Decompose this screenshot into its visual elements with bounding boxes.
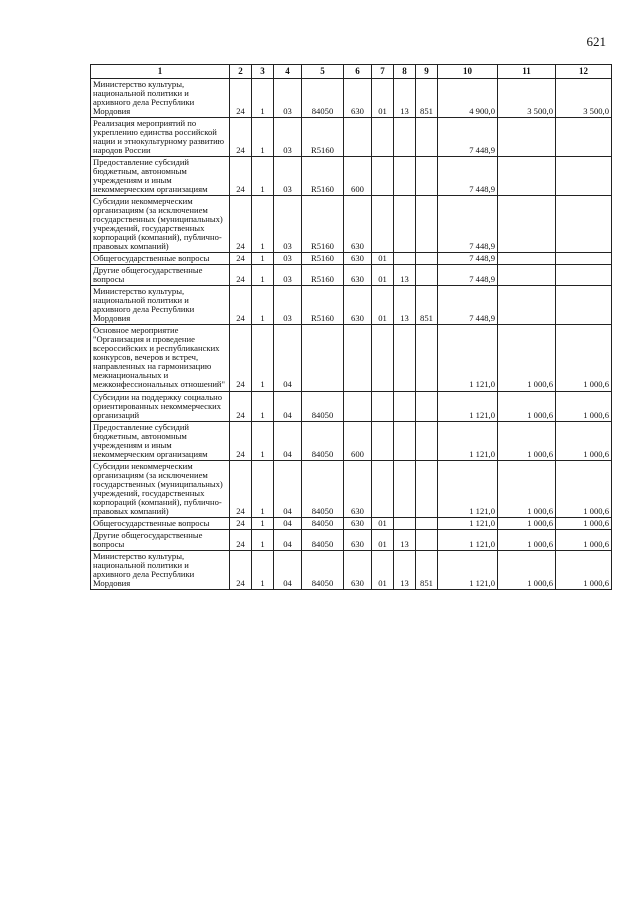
cell: 01 <box>372 517 394 529</box>
cell: 600 <box>344 157 372 196</box>
cell: R5160 <box>302 157 344 196</box>
cell: 24 <box>230 391 252 421</box>
cell: 84050 <box>302 79 344 118</box>
item-name: Субсидии на поддержку социально ориентированных некоммерческих организаций <box>91 391 230 421</box>
table-row <box>91 118 612 157</box>
cell: 24 <box>230 550 252 589</box>
item-name: Предоставление субсидий бюджетным, автономным учреждениям и иным некоммерческим организациям <box>91 157 230 196</box>
cell: 04 <box>274 460 302 517</box>
column-header: 3 <box>252 65 274 79</box>
cell: 01 <box>372 253 394 265</box>
column-header: 6 <box>344 65 372 79</box>
amount-cell: 1 000,6 <box>498 421 556 460</box>
item-name: Реализация мероприятий по укреплению единства российской нации и этнокультурному развитию народов России <box>91 118 230 157</box>
cell: 630 <box>344 253 372 265</box>
item-name: Общегосударственные вопросы <box>91 517 230 529</box>
cell <box>344 391 372 421</box>
cell: 630 <box>344 196 372 253</box>
column-header: 5 <box>302 65 344 79</box>
cell: 01 <box>372 79 394 118</box>
cell: 04 <box>274 550 302 589</box>
table-row <box>91 157 612 196</box>
amount-cell: 7 448,9 <box>438 286 498 325</box>
amount-cell: 1 121,0 <box>438 460 498 517</box>
cell <box>394 325 416 391</box>
cell: 03 <box>274 196 302 253</box>
cell: 1 <box>252 517 274 529</box>
amount-cell: 7 448,9 <box>438 157 498 196</box>
item-name: Основное мероприятие "Организация и проведение всероссийских и республиканских конкурсов, вечеров и встреч, направленных на гармонизацию межнациональных и межконфессиональных отношений" <box>91 325 230 391</box>
table-row <box>91 286 612 325</box>
cell: 03 <box>274 265 302 286</box>
cell <box>416 529 438 550</box>
column-header: 4 <box>274 65 302 79</box>
cell: 630 <box>344 286 372 325</box>
page-number: 621 <box>586 34 606 49</box>
cell: 13 <box>394 265 416 286</box>
cell: 84050 <box>302 550 344 589</box>
cell: 630 <box>344 460 372 517</box>
table-row <box>91 460 612 517</box>
amount-cell: 1 000,6 <box>556 391 612 421</box>
cell: 84050 <box>302 460 344 517</box>
item-name: Общегосударственные вопросы <box>91 253 230 265</box>
amount-cell: 1 000,6 <box>498 517 556 529</box>
header-row <box>91 65 612 79</box>
cell: 24 <box>230 529 252 550</box>
cell: 600 <box>344 421 372 460</box>
cell: 1 <box>252 196 274 253</box>
cell: 24 <box>230 265 252 286</box>
cell: 1 <box>252 550 274 589</box>
cell <box>302 325 344 391</box>
cell: 1 <box>252 460 274 517</box>
cell: 630 <box>344 550 372 589</box>
cell <box>416 391 438 421</box>
cell <box>416 325 438 391</box>
cell: 13 <box>394 529 416 550</box>
amount-cell: 3 500,0 <box>556 79 612 118</box>
cell: 24 <box>230 196 252 253</box>
cell: 24 <box>230 157 252 196</box>
amount-cell: 1 000,6 <box>556 460 612 517</box>
table-row <box>91 79 612 118</box>
cell <box>394 196 416 253</box>
cell: R5160 <box>302 265 344 286</box>
cell: 1 <box>252 157 274 196</box>
cell <box>394 157 416 196</box>
cell: 1 <box>252 118 274 157</box>
table-row <box>91 517 612 529</box>
cell: 03 <box>274 286 302 325</box>
amount-cell <box>556 265 612 286</box>
amount-cell <box>498 196 556 253</box>
item-name: Другие общегосударственные вопросы <box>91 529 230 550</box>
cell <box>416 157 438 196</box>
amount-cell <box>498 157 556 196</box>
cell: 851 <box>416 79 438 118</box>
amount-cell: 1 000,6 <box>498 391 556 421</box>
cell: 24 <box>230 79 252 118</box>
cell: 1 <box>252 286 274 325</box>
cell <box>416 253 438 265</box>
amount-cell: 1 000,6 <box>556 421 612 460</box>
cell <box>416 265 438 286</box>
cell: 1 <box>252 325 274 391</box>
column-header: 9 <box>416 65 438 79</box>
cell <box>416 196 438 253</box>
item-name: Другие общегосударственные вопросы <box>91 265 230 286</box>
cell: 03 <box>274 253 302 265</box>
table-row <box>91 253 612 265</box>
amount-cell <box>556 118 612 157</box>
amount-cell: 1 000,6 <box>556 517 612 529</box>
amount-cell: 7 448,9 <box>438 265 498 286</box>
cell <box>394 460 416 517</box>
cell <box>416 421 438 460</box>
amount-cell: 7 448,9 <box>438 196 498 253</box>
cell: 630 <box>344 517 372 529</box>
cell: 04 <box>274 391 302 421</box>
item-name: Субсидии некоммерческим организациям (за исключением государственных (муниципальных) учреждений, государственных корпораций (компаний), публично-правовых компаний) <box>91 196 230 253</box>
cell <box>372 391 394 421</box>
cell <box>394 421 416 460</box>
cell: 84050 <box>302 391 344 421</box>
cell: 1 <box>252 529 274 550</box>
table-row <box>91 391 612 421</box>
amount-cell: 1 121,0 <box>438 391 498 421</box>
cell <box>394 517 416 529</box>
cell: 84050 <box>302 529 344 550</box>
cell: 1 <box>252 421 274 460</box>
cell <box>416 517 438 529</box>
cell <box>344 118 372 157</box>
cell: 1 <box>252 391 274 421</box>
cell <box>372 196 394 253</box>
amount-cell <box>556 253 612 265</box>
cell: 1 <box>252 265 274 286</box>
cell: 03 <box>274 79 302 118</box>
amount-cell: 4 900,0 <box>438 79 498 118</box>
amount-cell <box>498 286 556 325</box>
amount-cell: 1 121,0 <box>438 517 498 529</box>
table-row <box>91 421 612 460</box>
item-name: Предоставление субсидий бюджетным, автономным учреждениям и иным некоммерческим организациям <box>91 421 230 460</box>
cell: 630 <box>344 529 372 550</box>
cell: 03 <box>274 118 302 157</box>
cell: R5160 <box>302 196 344 253</box>
amount-cell: 1 000,6 <box>498 325 556 391</box>
cell: 13 <box>394 79 416 118</box>
cell: 24 <box>230 118 252 157</box>
cell: 04 <box>274 325 302 391</box>
cell: R5160 <box>302 253 344 265</box>
cell: 24 <box>230 421 252 460</box>
cell <box>394 253 416 265</box>
amount-cell: 1 000,6 <box>498 529 556 550</box>
amount-cell <box>556 286 612 325</box>
cell <box>372 421 394 460</box>
cell: 851 <box>416 550 438 589</box>
column-header: 11 <box>498 65 556 79</box>
cell: 01 <box>372 529 394 550</box>
table-row <box>91 550 612 589</box>
item-name: Министерство культуры, национальной политики и архивного дела Республики Мордовия <box>91 550 230 589</box>
cell: R5160 <box>302 286 344 325</box>
cell <box>416 460 438 517</box>
column-header: 8 <box>394 65 416 79</box>
table-row <box>91 265 612 286</box>
item-name: Министерство культуры, национальной политики и архивного дела Республики Мордовия <box>91 286 230 325</box>
cell: 1 <box>252 79 274 118</box>
cell: 24 <box>230 325 252 391</box>
amount-cell: 1 121,0 <box>438 529 498 550</box>
amount-cell: 1 000,6 <box>498 460 556 517</box>
amount-cell <box>498 118 556 157</box>
column-header: 10 <box>438 65 498 79</box>
amount-cell: 1 000,6 <box>498 550 556 589</box>
amount-cell: 7 448,9 <box>438 118 498 157</box>
amount-cell <box>498 265 556 286</box>
cell: 630 <box>344 265 372 286</box>
column-header: 2 <box>230 65 252 79</box>
cell: 24 <box>230 253 252 265</box>
item-name: Министерство культуры, национальной политики и архивного дела Республики Мордовия <box>91 79 230 118</box>
amount-cell: 1 000,6 <box>556 325 612 391</box>
cell <box>344 325 372 391</box>
cell: 04 <box>274 421 302 460</box>
cell: 01 <box>372 550 394 589</box>
cell: 630 <box>344 79 372 118</box>
cell: 84050 <box>302 421 344 460</box>
cell: 24 <box>230 460 252 517</box>
cell: 01 <box>372 265 394 286</box>
amount-cell: 7 448,9 <box>438 253 498 265</box>
table-row <box>91 529 612 550</box>
cell <box>372 460 394 517</box>
table-row <box>91 196 612 253</box>
cell: 13 <box>394 550 416 589</box>
cell <box>372 118 394 157</box>
cell <box>416 118 438 157</box>
amount-cell <box>498 253 556 265</box>
cell: 03 <box>274 157 302 196</box>
budget-table <box>90 64 612 590</box>
cell: 24 <box>230 517 252 529</box>
amount-cell: 1 121,0 <box>438 421 498 460</box>
cell: 851 <box>416 286 438 325</box>
cell: 13 <box>394 286 416 325</box>
amount-cell: 3 500,0 <box>498 79 556 118</box>
amount-cell <box>556 157 612 196</box>
item-name: Субсидии некоммерческим организациям (за исключением государственных (муниципальных) учреждений, государственных корпораций (компаний), публично-правовых компаний) <box>91 460 230 517</box>
column-header: 7 <box>372 65 394 79</box>
cell <box>394 391 416 421</box>
cell <box>372 157 394 196</box>
column-header: 12 <box>556 65 612 79</box>
amount-cell: 1 121,0 <box>438 550 498 589</box>
amount-cell: 1 000,6 <box>556 550 612 589</box>
amount-cell: 1 000,6 <box>556 529 612 550</box>
cell: 24 <box>230 286 252 325</box>
cell: 01 <box>372 286 394 325</box>
cell <box>394 118 416 157</box>
cell: R5160 <box>302 118 344 157</box>
column-header: 1 <box>91 65 230 79</box>
table-row <box>91 325 612 391</box>
cell: 84050 <box>302 517 344 529</box>
cell: 04 <box>274 529 302 550</box>
cell <box>372 325 394 391</box>
cell: 1 <box>252 253 274 265</box>
cell: 04 <box>274 517 302 529</box>
amount-cell: 1 121,0 <box>438 325 498 391</box>
amount-cell <box>556 196 612 253</box>
